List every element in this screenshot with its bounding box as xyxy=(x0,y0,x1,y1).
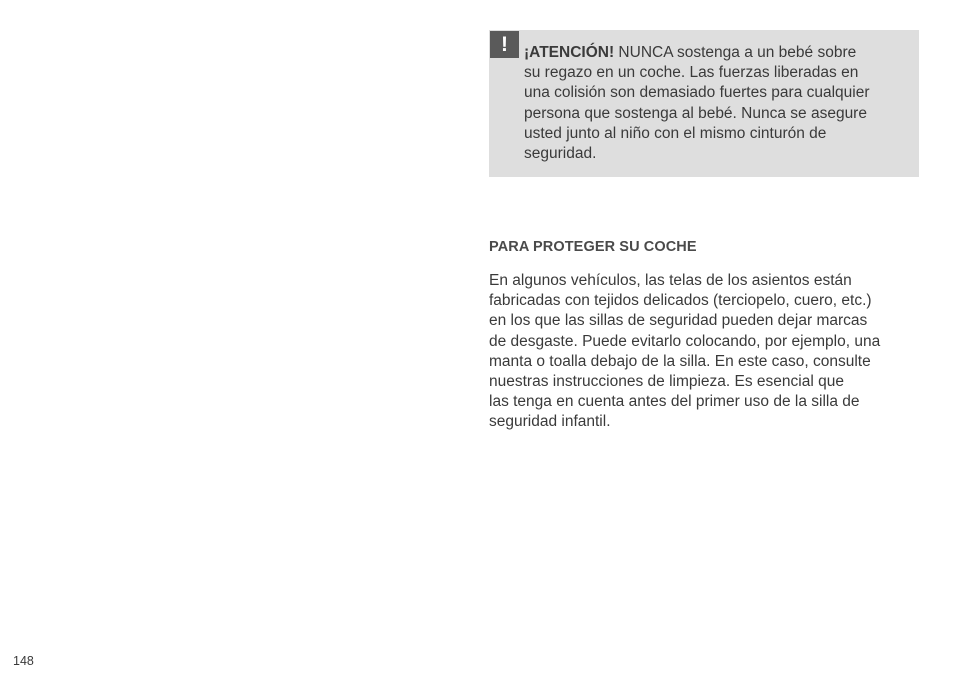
body-paragraph xyxy=(489,271,924,433)
warning-line: usted junto al niño con el mismo cinturón de xyxy=(524,124,827,142)
warning-line: su regazo en un coche. Las fuerzas liberadas en xyxy=(524,64,859,82)
warning-line: una colisión son demasiado fuertes para cualquier xyxy=(524,84,870,102)
warning-line xyxy=(524,43,916,63)
warning-lead: ¡ATENCIÓN! xyxy=(524,44,615,61)
paragraph-line: nuestras instrucciones de limpieza. Es esencial que xyxy=(489,373,844,391)
paragraph-line: de desgaste. Puede evitarlo colocando, por ejemplo, una xyxy=(489,332,881,350)
warning-line: seguridad. xyxy=(524,145,597,163)
warning-line-text: NUNCA sostenga a un bebé sobre xyxy=(614,44,857,61)
paragraph-line: manta o toalla debajo de la silla. En este caso, consulte xyxy=(489,352,871,370)
page-number: 148 xyxy=(13,654,34,668)
warning-line: persona que sostenga al bebé. Nunca se asegure xyxy=(524,104,867,122)
exclamation-icon: ! xyxy=(490,31,519,58)
warning-box xyxy=(489,30,919,177)
warning-text xyxy=(524,43,916,164)
paragraph-line: En algunos vehículos, las telas de los asientos están xyxy=(489,272,852,289)
paragraph-line: seguridad infantil. xyxy=(489,413,611,431)
paragraph-line: fabricadas con tejidos delicados (terciopelo, cuero, etc.) xyxy=(489,292,872,310)
paragraph-line: las tenga en cuenta antes del primer uso de la silla de xyxy=(489,393,860,411)
section-heading: PARA PROTEGER SU COCHE xyxy=(489,239,697,255)
paragraph-line: en los que las sillas de seguridad pueden dejar marcas xyxy=(489,312,868,330)
